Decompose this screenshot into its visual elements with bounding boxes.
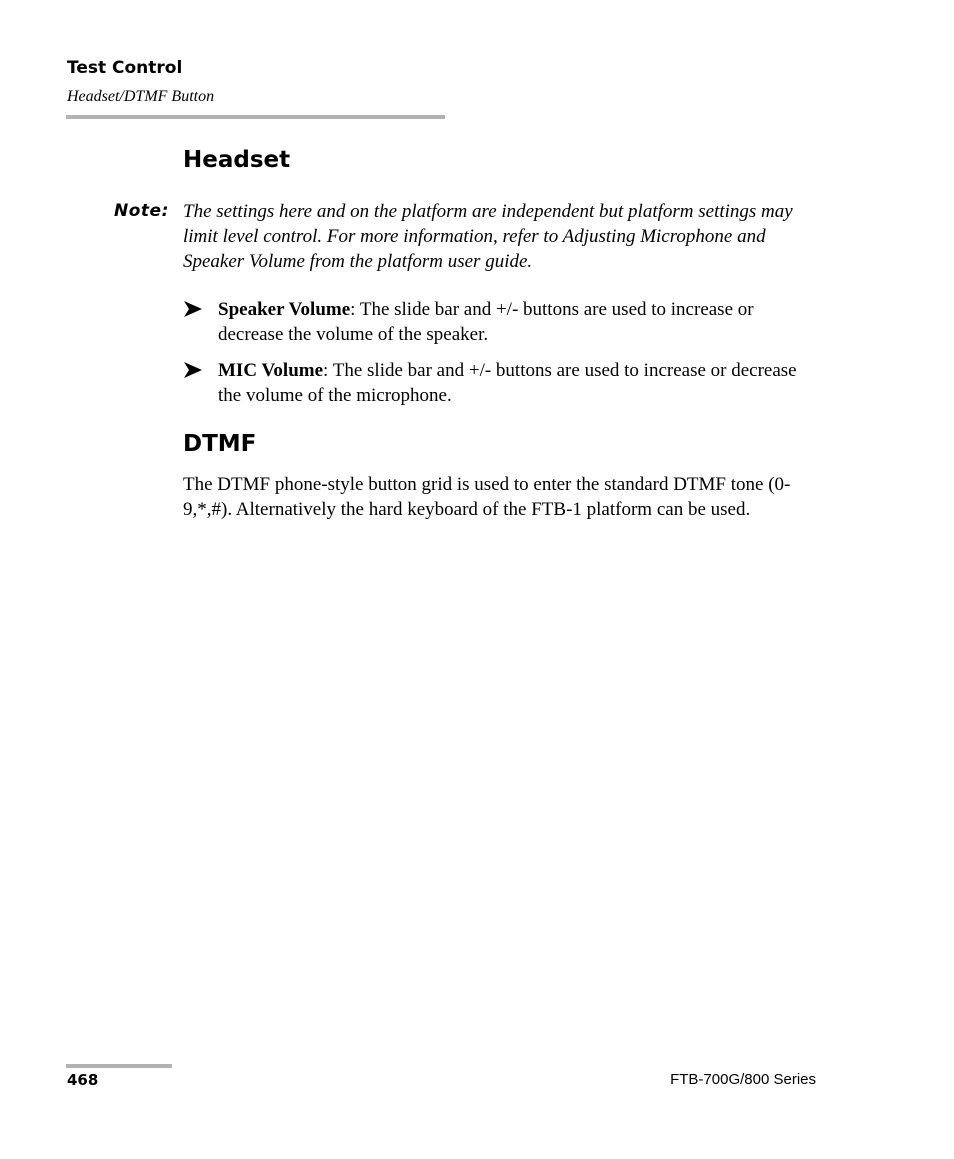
- arrowhead-bullet-icon: [183, 300, 203, 318]
- bullet-mic-volume: [183, 358, 823, 408]
- page-number: 468: [67, 1071, 99, 1089]
- chapter-title: Test Control: [67, 58, 183, 78]
- section-subtitle: Headset/DTMF Button: [67, 88, 215, 105]
- note-label: Note:: [114, 201, 169, 221]
- note-text: The settings here and on the platform are independent but platform settings may limit level control. For more information, refer to Adjusting Microphone and Speaker Volume from the platform user guide.: [183, 201, 793, 272]
- dtmf-paragraph: The DTMF phone-style button grid is used to enter the standard DTMF tone (0-9,*,#). Alternatively the hard keyboard of the FTB-1 platform can be used.: [183, 474, 791, 520]
- arrowhead-bullet-icon: [183, 361, 203, 379]
- dtmf-heading: DTMF: [183, 431, 257, 457]
- bullet-description: : The slide bar and +/- buttons are used to increase or decrease the volume of the speaker.: [218, 299, 754, 345]
- header-divider: [66, 115, 445, 119]
- bullet-term: Speaker Volume: [218, 299, 351, 320]
- headset-heading: Headset: [183, 147, 291, 173]
- bullet-description: : The slide bar and +/- buttons are used to increase or decrease the volume of the microphone.: [218, 360, 797, 406]
- footer-divider: [66, 1064, 172, 1068]
- bullet-speaker-volume: [183, 297, 823, 347]
- bullet-text: [218, 297, 823, 347]
- bullet-term: MIC Volume: [218, 360, 324, 381]
- bullet-text: [218, 358, 823, 408]
- product-series: FTB-700G/800 Series: [670, 1071, 816, 1088]
